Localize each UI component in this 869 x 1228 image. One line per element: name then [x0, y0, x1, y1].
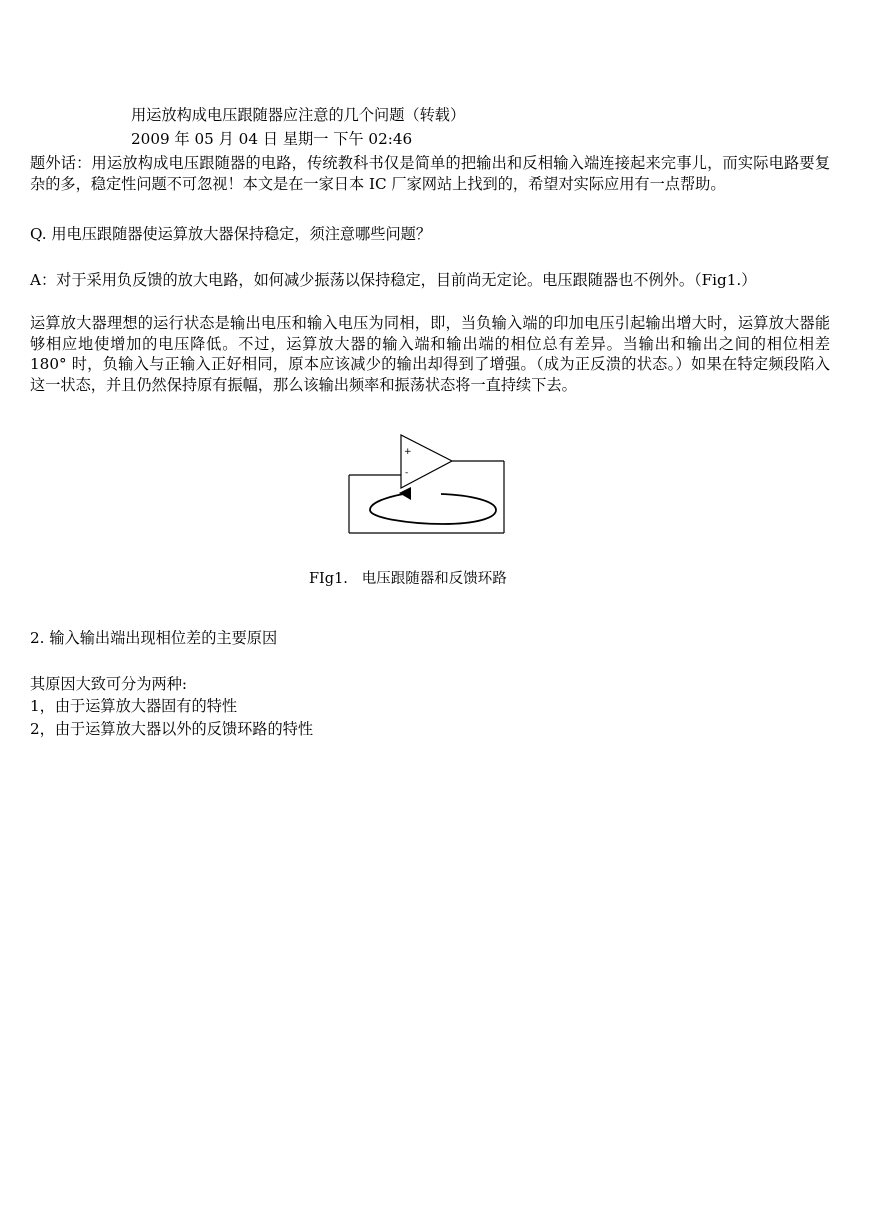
cause-item: 1，由于运算放大器固有的特性 [30, 697, 238, 715]
op-amp-triangle [401, 435, 452, 488]
question-line: Q. 用电压跟随器使运算放大器保持稳定，须注意哪些问题？ [30, 225, 432, 243]
minus-sign: - [405, 468, 409, 478]
figure-caption: FIg1. 电压跟随器和反馈环路 [309, 571, 507, 587]
article-title: 用运放构成电压跟随器应注意的几个问题（转载） [131, 106, 466, 124]
explanation-paragraph: 运算放大器理想的运行状态是输出电压和输入电压为同相，即，当负输入端的印加电压引起输出增大时，运算放大器能够相应地使增加的电压降低。不过，运算放大器的输入端和输出端的相位总有差异。当输出和输出之间的相位相差 180° 时，负输入与正输入正好相同，原本应该减少的输出却得到了增强。（成为正反溃的状态。）如果在特定频段陷入这一状态，并且仍然保持原有振幅，那么该输出频率和振荡状态将一直持续下去。 [30, 314, 830, 394]
plus-sign: + [404, 447, 412, 457]
feedback-loop-arrow [370, 493, 496, 524]
cause-item: 2，由于运算放大器以外的反馈环路的特性 [30, 720, 314, 738]
publish-date: 2009 年 05 月 04 日 星期一 下午 02:46 [131, 130, 413, 148]
answer-line: A：对于采用负反馈的放大电路，如何减少振荡以保持稳定，目前尚无定论。电压跟随器也不例外。（Fig1.） [30, 271, 757, 289]
voltage-follower-diagram [340, 430, 520, 542]
causes-intro: 其原因大致可分为两种: [30, 675, 187, 693]
arrowhead-icon [399, 487, 411, 500]
intro-paragraph: 题外话：用运放构成电压跟随器的电路，传统教科书仅是简单的把输出和反相输入端连接起来完事儿，而实际电路要复杂的多，稳定性问题不可忽视！本文是在一家日本 IC 厂家网站上找到的，希望对实际应用有一点帮助。 [30, 154, 830, 193]
section-heading: 2. 输入输出端出现相位差的主要原因 [30, 629, 278, 647]
